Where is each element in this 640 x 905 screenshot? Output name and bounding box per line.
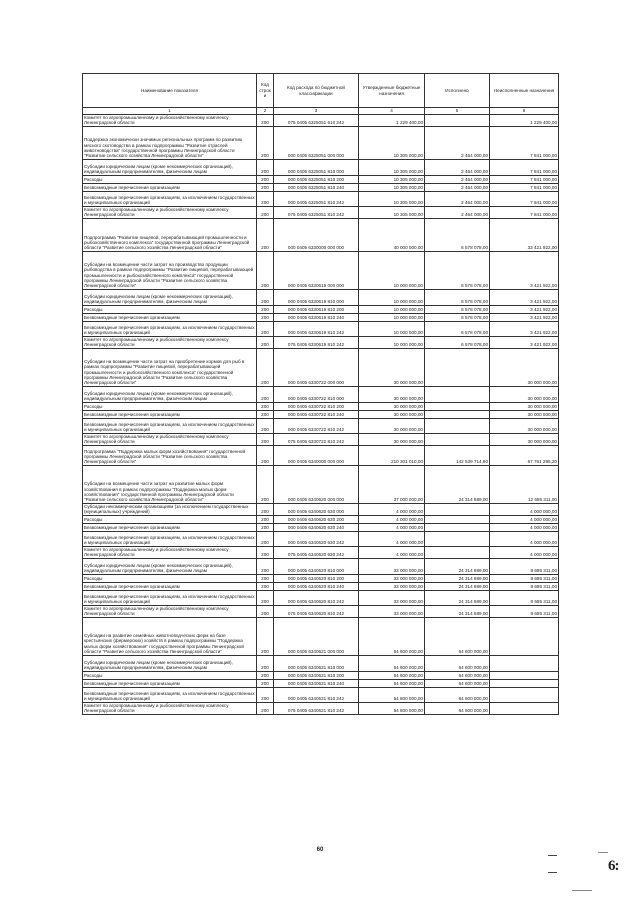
row-approved-amount: 4 000 000,00 (359, 531, 425, 546)
row-executed-amount: 64 600 000,00 (425, 687, 490, 702)
row-approved-amount: 10 305 000,00 (359, 191, 425, 206)
row-indicator-name: Субсидии на возмещение части затрат на производство продукции рыбоводства в рамках подпрограммы "Развитие пищевой, перерабатывающей промышленности и рыбохозяйственного комплекса" государственной программы Ленинградской области "Развитие сельского хозяйства Ленинградской области" (83, 251, 257, 289)
row-line-code: 200 (257, 251, 274, 289)
row-indicator-name: Безвозмездные перечисления организациям, за исключением государственных и муниципальных организаций (83, 687, 257, 702)
row-unexecuted-amount: 7 841 000,00 (490, 206, 559, 218)
row-unexecuted-amount: 30 000 000,00 (490, 402, 559, 410)
row-executed-amount: 24 314 689,00 (425, 582, 490, 590)
row-approved-amount: 33 000 000,00 (359, 582, 425, 590)
row-unexecuted-amount: 7 841 000,00 (490, 159, 559, 175)
row-unexecuted-amount (490, 679, 559, 687)
header-executed: Исполнено (425, 74, 490, 108)
row-approved-amount: 64 600 000,00 (359, 702, 425, 714)
table-row (83, 410, 559, 418)
row-approved-amount: 4 000 000,00 (359, 515, 425, 523)
row-budget-code: 000 0405 6330000 000 000 (274, 218, 359, 251)
row-executed-amount: 2 464 000,00 (425, 191, 490, 206)
table-row (83, 206, 559, 218)
table-row (83, 655, 559, 671)
table-row (83, 574, 559, 582)
row-indicator-name: Расходы (83, 671, 257, 679)
row-indicator-name: Безвозмездные перечисления организациям, за исключением государственных и муниципальных организаций (83, 418, 257, 433)
row-executed-amount: 6 578 078,00 (425, 218, 490, 251)
column-number-row (83, 108, 559, 115)
row-budget-code: 075 0405 6330722 810 242 (274, 433, 359, 445)
row-approved-amount: 33 000 000,00 (359, 558, 425, 574)
row-line-code: 200 (257, 218, 274, 251)
table-row (83, 558, 559, 574)
row-approved-amount: 64 600 000,00 (359, 671, 425, 679)
row-executed-amount (425, 503, 490, 515)
row-approved-amount: 10 305 000,00 (359, 126, 425, 159)
table-row (83, 582, 559, 590)
row-approved-amount: 10 305 000,00 (359, 159, 425, 175)
row-budget-code: 000 0405 6330619 000 000 (274, 251, 359, 289)
table-row (83, 590, 559, 605)
row-executed-amount: 64 600 000,00 (425, 702, 490, 714)
row-executed-amount: 24 314 689,00 (425, 558, 490, 574)
row-executed-amount: 2 464 000,00 (425, 159, 490, 175)
column-number: 1 (83, 108, 257, 115)
row-unexecuted-amount: 7 841 000,00 (490, 175, 559, 183)
row-line-code: 200 (257, 515, 274, 523)
row-indicator-name: Комитет по агропромышленному и рыбохозяйственному комплексу Ленинградской области (83, 605, 257, 617)
row-unexecuted-amount: 3 421 922,00 (490, 251, 559, 289)
row-unexecuted-amount: 33 421 922,00 (490, 218, 559, 251)
row-unexecuted-amount: 3 421 922,00 (490, 305, 559, 313)
table-row (83, 218, 559, 251)
row-line-code: 200 (257, 191, 274, 206)
table-row (83, 687, 559, 702)
row-line-code: 200 (257, 582, 274, 590)
row-budget-code: 000 0405 6330722 810 200 (274, 402, 359, 410)
row-approved-amount: 10 000 000,00 (359, 289, 425, 305)
row-approved-amount: 64 600 000,00 (359, 617, 425, 655)
row-executed-amount: 64 600 000,00 (425, 655, 490, 671)
row-line-code: 200 (257, 465, 274, 503)
column-number: 5 (425, 108, 490, 115)
table-row (83, 671, 559, 679)
row-line-code: 200 (257, 402, 274, 410)
row-unexecuted-amount: 8 685 311,00 (490, 590, 559, 605)
table-row (83, 183, 559, 191)
row-budget-code: 000 0405 6325051 000 000 (274, 126, 359, 159)
row-unexecuted-amount: 4 000 000,00 (490, 515, 559, 523)
row-unexecuted-amount: 30 000 000,00 (490, 386, 559, 402)
row-budget-code: 000 0405 6340620 630 242 (274, 531, 359, 546)
row-indicator-name: Субсидии юридическим лицам (кроме некоммерческих организаций), индивидуальным предпринимателям, физическим лицам (83, 558, 257, 574)
row-budget-code: 000 0405 6330619 810 242 (274, 321, 359, 336)
table-body (83, 115, 559, 715)
table-row (83, 531, 559, 546)
row-unexecuted-amount: 30 000 000,00 (490, 418, 559, 433)
row-line-code: 200 (257, 386, 274, 402)
row-executed-amount: 24 314 689,00 (425, 574, 490, 582)
row-approved-amount: 33 000 000,00 (359, 590, 425, 605)
row-unexecuted-amount (490, 702, 559, 714)
row-line-code: 200 (257, 115, 274, 127)
row-unexecuted-amount: 4 000 000,00 (490, 531, 559, 546)
row-indicator-name: Субсидии юридическим лицам (кроме некоммерческих организаций), индивидуальным предпринимателям, физическим лицам (83, 655, 257, 671)
row-unexecuted-amount: 12 685 311,00 (490, 465, 559, 503)
row-budget-code: 000 0405 6340621 810 200 (274, 671, 359, 679)
row-approved-amount: 10 000 000,00 (359, 313, 425, 321)
row-indicator-name: Субсидии некоммерческим организациям (за исключением государственных (муниципальных) учреждений) (83, 503, 257, 515)
row-approved-amount: 10 000 000,00 (359, 321, 425, 336)
row-approved-amount: 10 000 000,00 (359, 251, 425, 289)
row-line-code: 200 (257, 574, 274, 582)
table-row (83, 605, 559, 617)
row-line-code: 200 (257, 617, 274, 655)
row-executed-amount: 6 578 078,00 (425, 313, 490, 321)
row-budget-code: 075 0405 6340620 810 242 (274, 605, 359, 617)
scan-mark (548, 855, 557, 856)
row-indicator-name: Расходы (83, 515, 257, 523)
table-row (83, 348, 559, 386)
table-row (83, 305, 559, 313)
row-unexecuted-amount (490, 687, 559, 702)
table-row (83, 445, 559, 465)
row-executed-amount: 6 578 078,00 (425, 305, 490, 313)
row-indicator-name: Расходы (83, 175, 257, 183)
row-budget-code: 000 0405 6340621 000 000 (274, 617, 359, 655)
row-line-code: 200 (257, 313, 274, 321)
row-budget-code: 000 0405 6330722 810 242 (274, 418, 359, 433)
row-budget-code: 000 0405 6330619 810 200 (274, 305, 359, 313)
row-unexecuted-amount: 8 685 311,00 (490, 574, 559, 582)
row-indicator-name: Комитет по агропромышленному и рыбохозяйственному комплексу Ленинградской области (83, 546, 257, 558)
row-executed-amount: 24 314 689,00 (425, 590, 490, 605)
row-executed-amount: 6 578 078,00 (425, 336, 490, 348)
row-budget-code: 075 0405 6340621 810 242 (274, 702, 359, 714)
page-number: 60 (316, 847, 324, 853)
row-line-code: 200 (257, 590, 274, 605)
row-line-code: 200 (257, 523, 274, 531)
row-indicator-name: Безвозмездные перечисления организациям, за исключением государственных и муниципальных организаций (83, 191, 257, 206)
row-executed-amount: 142 539 714,80 (425, 445, 490, 465)
row-indicator-name: Подпрограмма "Развитие пищевой, перерабатывающей промышленности и рыбохозяйственного комплекса" государственной программы Ленинградской области "Развитие сельского хозяйства Ленинградской области" (83, 218, 257, 251)
row-unexecuted-amount: 30 000 000,00 (490, 433, 559, 445)
table-row (83, 433, 559, 445)
row-line-code: 200 (257, 702, 274, 714)
row-unexecuted-amount: 4 000 000,00 (490, 523, 559, 531)
row-line-code: 200 (257, 531, 274, 546)
row-executed-amount (425, 115, 490, 127)
table-row (83, 126, 559, 159)
row-budget-code: 000 0405 6340621 810 240 (274, 679, 359, 687)
table-row (83, 503, 559, 515)
table-row (83, 418, 559, 433)
row-line-code: 200 (257, 289, 274, 305)
row-approved-amount: 30 000 000,00 (359, 410, 425, 418)
row-approved-amount: 4 000 000,00 (359, 546, 425, 558)
row-approved-amount: 30 000 000,00 (359, 433, 425, 445)
row-executed-amount: 2 464 000,00 (425, 206, 490, 218)
table-row (83, 402, 559, 410)
row-executed-amount (425, 546, 490, 558)
table-row (83, 289, 559, 305)
row-indicator-name: Подпрограмма "Поддержка малых форм хозяйствования" государственной программы Ленинградской области "Развитие сельского хозяйства Ленинградской области" (83, 445, 257, 465)
row-executed-amount (425, 531, 490, 546)
row-budget-code: 000 0405 6325051 810 000 (274, 159, 359, 175)
row-approved-amount: 64 600 000,00 (359, 655, 425, 671)
row-indicator-name: Субсидии на возмещение части затрат на приобретение кормов для рыб в рамках подпрограммы "Развитие пищевой, перерабатывающей промышленности и рыбохозяйственного комплекса" государственной программы Ленинградской области "Развитие сельского хозяйства Ленинградской области" (83, 348, 257, 386)
table-row (83, 386, 559, 402)
row-approved-amount: 10 305 000,00 (359, 183, 425, 191)
row-line-code: 200 (257, 655, 274, 671)
table-row (83, 546, 559, 558)
table-row (83, 191, 559, 206)
row-executed-amount: 6 578 078,00 (425, 251, 490, 289)
row-approved-amount: 64 600 000,00 (359, 687, 425, 702)
table-row (83, 313, 559, 321)
row-approved-amount: 33 000 000,00 (359, 605, 425, 617)
row-approved-amount: 10 305 000,00 (359, 175, 425, 183)
row-approved-amount: 40 000 000,00 (359, 218, 425, 251)
table-row (83, 115, 559, 127)
row-executed-amount: 64 600 000,00 (425, 679, 490, 687)
row-unexecuted-amount: 3 421 922,00 (490, 336, 559, 348)
row-budget-code: 000 0405 6340621 810 242 (274, 687, 359, 702)
corner-page-mark: 6: (608, 858, 619, 874)
row-executed-amount (425, 418, 490, 433)
row-budget-code: 000 0405 6325051 810 240 (274, 183, 359, 191)
row-line-code: 200 (257, 348, 274, 386)
row-approved-amount: 30 000 000,00 (359, 418, 425, 433)
row-executed-amount (425, 410, 490, 418)
row-executed-amount: 64 600 000,00 (425, 617, 490, 655)
row-line-code: 200 (257, 546, 274, 558)
row-line-code: 200 (257, 671, 274, 679)
row-line-code: 200 (257, 183, 274, 191)
column-number: 2 (257, 108, 274, 115)
row-unexecuted-amount: 67 761 295,20 (490, 445, 559, 465)
row-approved-amount: 30 000 000,00 (359, 348, 425, 386)
row-budget-code: 000 0405 6330722 810 240 (274, 410, 359, 418)
row-unexecuted-amount: 8 685 311,00 (490, 582, 559, 590)
row-unexecuted-amount: 3 421 922,00 (490, 313, 559, 321)
row-approved-amount: 10 000 000,00 (359, 305, 425, 313)
row-indicator-name: Комитет по агропромышленному и рыбохозяйственному комплексу Ленинградской области (83, 206, 257, 218)
row-executed-amount: 6 578 078,00 (425, 289, 490, 305)
table-row (83, 251, 559, 289)
column-number: 3 (274, 108, 359, 115)
row-executed-amount (425, 515, 490, 523)
header-indicator-name: Наименование показателя (83, 74, 257, 108)
table-row (83, 321, 559, 336)
row-indicator-name: Расходы (83, 574, 257, 582)
header-line-code: Код строк и (257, 74, 274, 108)
row-unexecuted-amount: 8 685 311,00 (490, 558, 559, 574)
row-budget-code: 000 0405 6325051 810 242 (274, 191, 359, 206)
row-line-code: 200 (257, 336, 274, 348)
row-indicator-name: Безвозмездные перечисления организациям, за исключением государственных и муниципальных организаций (83, 531, 257, 546)
row-executed-amount (425, 348, 490, 386)
row-indicator-name: Безвозмездные перечисления организациям (83, 523, 257, 531)
row-executed-amount: 2 464 000,00 (425, 126, 490, 159)
row-executed-amount: 2 464 000,00 (425, 175, 490, 183)
row-indicator-name: Безвозмездные перечисления организациям (83, 313, 257, 321)
row-line-code: 200 (257, 410, 274, 418)
row-line-code: 200 (257, 126, 274, 159)
column-number: 6 (490, 108, 559, 115)
row-line-code: 200 (257, 305, 274, 313)
row-unexecuted-amount (490, 671, 559, 679)
row-executed-amount (425, 433, 490, 445)
row-approved-amount: 1 229 400,00 (359, 115, 425, 127)
row-executed-amount: 64 600 000,00 (425, 671, 490, 679)
row-unexecuted-amount (490, 617, 559, 655)
row-budget-code: 075 0405 6330619 810 242 (274, 336, 359, 348)
header-budget-code: Код расхода по бюджетной классификации (274, 74, 359, 108)
row-indicator-name: Комитет по агропромышленному и рыбохозяйственному комплексу Ленинградской области (83, 115, 257, 127)
table-row (83, 175, 559, 183)
row-budget-code: 075 0405 6325051 810 242 (274, 206, 359, 218)
row-line-code: 200 (257, 679, 274, 687)
table-row (83, 679, 559, 687)
row-budget-code: 000 0405 6325051 810 200 (274, 175, 359, 183)
row-indicator-name: Безвозмездные перечисления организациям, за исключением государственных и муниципальных организаций (83, 590, 257, 605)
table-row (83, 702, 559, 714)
row-budget-code: 000 0405 6340620 810 200 (274, 574, 359, 582)
row-approved-amount: 4 000 000,00 (359, 523, 425, 531)
row-executed-amount: 2 464 000,00 (425, 183, 490, 191)
row-unexecuted-amount: 8 685 311,00 (490, 605, 559, 617)
row-executed-amount (425, 402, 490, 410)
row-line-code: 200 (257, 503, 274, 515)
table-row (83, 617, 559, 655)
row-executed-amount: 24 314 689,00 (425, 465, 490, 503)
row-indicator-name: Безвозмездные перечисления организациям, за исключением государственных и муниципальных организаций (83, 321, 257, 336)
row-unexecuted-amount: 3 421 922,00 (490, 289, 559, 305)
row-approved-amount: 33 000 000,00 (359, 574, 425, 582)
row-unexecuted-amount: 7 841 000,00 (490, 126, 559, 159)
row-budget-code: 000 0405 6340620 000 000 (274, 465, 359, 503)
row-unexecuted-amount (490, 655, 559, 671)
row-budget-code: 000 0405 6330619 810 000 (274, 289, 359, 305)
row-indicator-name: Субсидии юридическим лицам (кроме некоммерческих организаций), индивидуальным предпринимателям, физическим лицам (83, 159, 257, 175)
row-indicator-name: Безвозмездные перечисления организациям (83, 410, 257, 418)
row-indicator-name: Комитет по агропромышленному и рыбохозяйственному комплексу Ленинградской области (83, 702, 257, 714)
row-line-code: 200 (257, 433, 274, 445)
row-budget-code: 075 0405 6340620 630 242 (274, 546, 359, 558)
row-unexecuted-amount: 7 841 000,00 (490, 183, 559, 191)
row-line-code: 200 (257, 445, 274, 465)
row-approved-amount: 30 000 000,00 (359, 386, 425, 402)
scan-mark (572, 890, 592, 891)
row-budget-code: 000 0405 6340620 810 240 (274, 582, 359, 590)
row-indicator-name: Безвозмездные перечисления организациям (83, 679, 257, 687)
row-unexecuted-amount: 3 421 922,00 (490, 321, 559, 336)
table-row (83, 523, 559, 531)
row-line-code: 200 (257, 558, 274, 574)
row-indicator-name: Комитет по агропромышленному и рыбохозяйственному комплексу Ленинградской области (83, 336, 257, 348)
row-budget-code: 000 0405 6340621 810 000 (274, 655, 359, 671)
row-budget-code: 000 0405 6340620 630 000 (274, 503, 359, 515)
budget-execution-table (82, 73, 559, 715)
row-approved-amount: 10 305 000,00 (359, 206, 425, 218)
row-budget-code: 000 0405 6330722 000 000 (274, 348, 359, 386)
table-header-row (83, 74, 559, 108)
row-line-code: 200 (257, 321, 274, 336)
row-approved-amount: 4 000 000,00 (359, 503, 425, 515)
row-indicator-name: Расходы (83, 305, 257, 313)
row-indicator-name: Субсидии юридическим лицам (кроме некоммерческих организаций), индивидуальным предпринимателям, физическим лицам (83, 289, 257, 305)
row-indicator-name: Комитет по агропромышленному и рыбохозяйственному комплексу Ленинградской области (83, 433, 257, 445)
column-number: 4 (359, 108, 425, 115)
row-budget-code: 000 0405 6340620 810 242 (274, 590, 359, 605)
row-line-code: 200 (257, 159, 274, 175)
row-executed-amount: 6 578 078,00 (425, 321, 490, 336)
row-indicator-name: Безвозмездные перечисления организациям (83, 582, 257, 590)
row-unexecuted-amount: 30 000 000,00 (490, 348, 559, 386)
row-approved-amount: 64 600 000,00 (359, 679, 425, 687)
row-line-code: 200 (257, 418, 274, 433)
scan-mark (598, 852, 608, 853)
row-executed-amount (425, 386, 490, 402)
row-approved-amount: 30 000 000,00 (359, 402, 425, 410)
row-executed-amount: 24 314 689,00 (425, 605, 490, 617)
row-line-code: 200 (257, 206, 274, 218)
table-row (83, 159, 559, 175)
table-row (83, 465, 559, 503)
scan-mark (548, 872, 557, 873)
row-budget-code: 000 0405 6340620 630 240 (274, 523, 359, 531)
row-unexecuted-amount: 4 000 000,00 (490, 546, 559, 558)
row-indicator-name: Субсидии юридическим лицам (кроме некоммерческих организаций), индивидуальным предпринимателям, физическим лицам (83, 386, 257, 402)
row-approved-amount: 37 000 000,00 (359, 465, 425, 503)
row-indicator-name: Безвозмездные перечисления организациям (83, 183, 257, 191)
row-budget-code: 075 0405 6325051 610 242 (274, 115, 359, 127)
row-budget-code: 000 0405 6330722 810 000 (274, 386, 359, 402)
row-unexecuted-amount: 4 000 000,00 (490, 503, 559, 515)
row-budget-code: 000 0405 6340620 630 200 (274, 515, 359, 523)
row-line-code: 200 (257, 687, 274, 702)
row-unexecuted-amount: 7 841 000,00 (490, 191, 559, 206)
row-indicator-name: Расходы (83, 402, 257, 410)
row-budget-code: 000 0405 6330619 810 240 (274, 313, 359, 321)
row-approved-amount: 210 301 010,00 (359, 445, 425, 465)
row-unexecuted-amount: 1 229 400,00 (490, 115, 559, 127)
row-indicator-name: Субсидии на развитие семейных животноводческих ферм на базе крестьянских (фермерских) хозяйств в рамках подпрограммы "Поддержка малых форм хозяйствования" государственной программы Ленинградской области "Развитие сельского хозяйства Ленинградской области" (83, 617, 257, 655)
table-row (83, 336, 559, 348)
row-budget-code: 000 0405 6340620 810 000 (274, 558, 359, 574)
table-row (83, 515, 559, 523)
row-budget-code: 000 0405 6340000 000 000 (274, 445, 359, 465)
row-indicator-name: Субсидии на возмещение части затрат на развитие малых форм хозяйствования в рамках подпрограммы "Поддержка малых форм хозяйствования" государственной программы Ленинградской области "Развитие сельского хозяйства Ленинградской области" (83, 465, 257, 503)
row-indicator-name: Поддержка экономически значимых региональных программ по развитию мясного скотоводства в рамках подпрограммы "Развитие отраслей животноводства" государственной программы Ленинградской области "Развитие сельского хозяйства Ленинградской области" (83, 126, 257, 159)
row-line-code: 200 (257, 605, 274, 617)
row-unexecuted-amount: 30 000 000,00 (490, 410, 559, 418)
row-executed-amount (425, 523, 490, 531)
row-line-code: 200 (257, 175, 274, 183)
row-approved-amount: 10 000 000,00 (359, 336, 425, 348)
header-unexecuted: Неисполненные назначения (490, 74, 559, 108)
header-approved: Утвержденные бюджетные назначения (359, 74, 425, 108)
